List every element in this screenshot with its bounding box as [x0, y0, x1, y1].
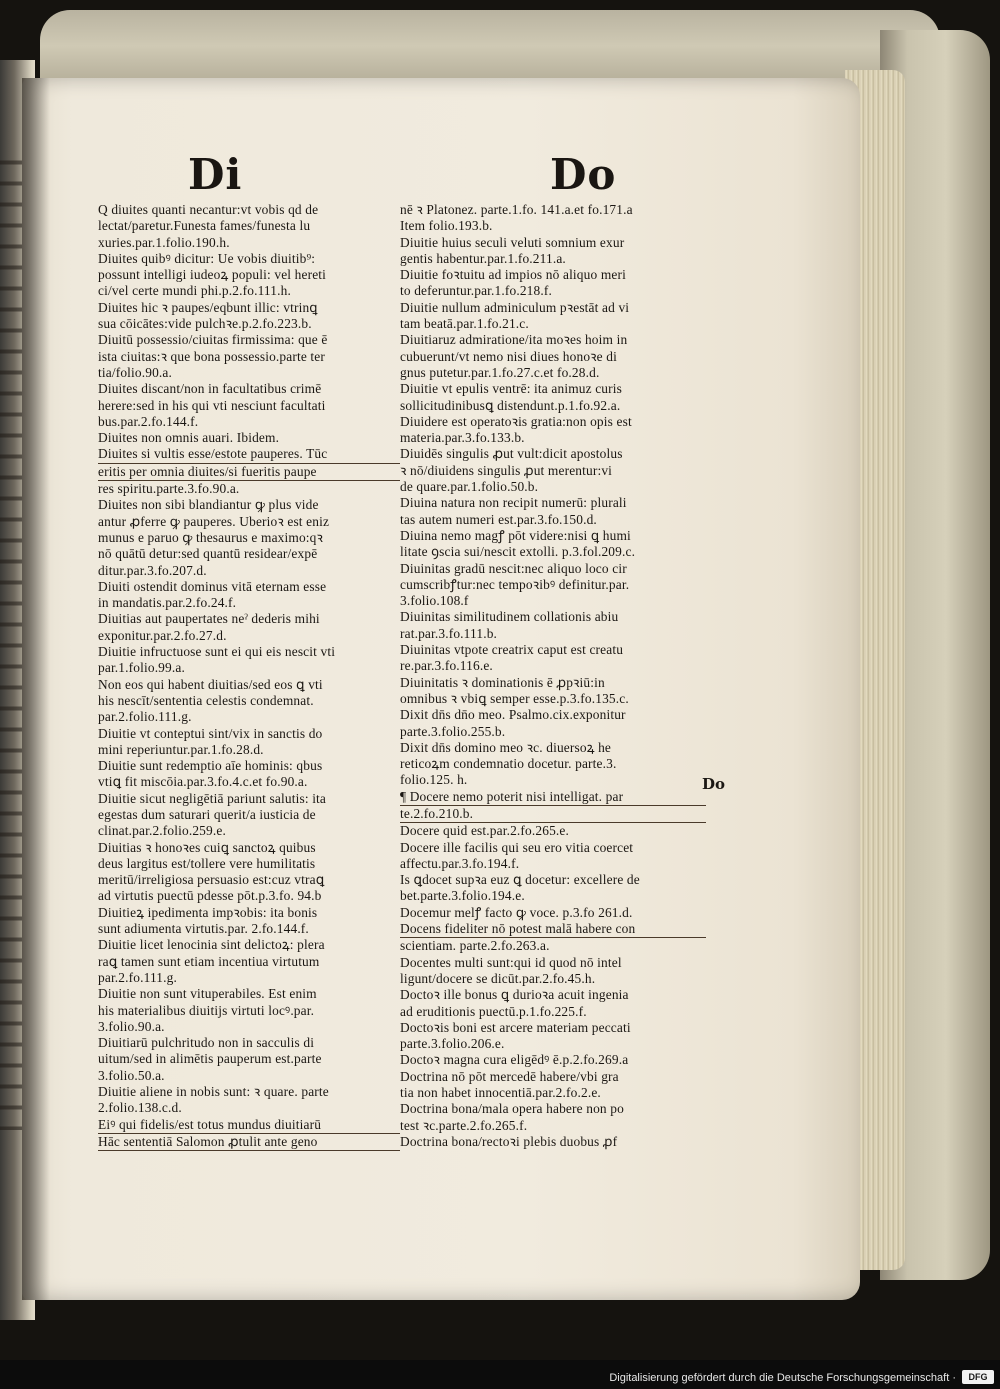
text-line: 3.folio.50.a. [98, 1067, 165, 1083]
text-line: uitum/sed in alimētis pauperum est.parte [98, 1051, 322, 1067]
footer-credit: Digitalisierung gefördert durch die Deutsche Forschungsgemeinschaft · [609, 1372, 956, 1384]
running-head-left: Di [188, 150, 243, 199]
text-line: Diuitū possessio/ciuitas firmissima: que ē [98, 332, 328, 348]
text-line: Diuitiaruz admiratione/ita moꝛes hoim in [400, 332, 628, 348]
text-line: raꝗ tamen sunt etiam incentiua virtutum [98, 953, 320, 969]
text-line: sua cōicātes:vide pulchꝛe.p.2.fo.223.b. [98, 316, 312, 332]
text-line: Diuitias aut paupertates neˀ dederis mihi [98, 611, 320, 627]
text-line: Dixit dn̄s domino meo ꝛc. diuersoꝝ he [400, 739, 612, 755]
text-line: scientiam. parte.2.fo.263.a. [400, 938, 550, 954]
text-line: his nescīt/sententia celestis condemnat. [98, 692, 314, 708]
text-line: Doctrina bona/rectoꝛi plebis duobus ꝓf [400, 1133, 618, 1149]
text-line: Diuitias ꝛ honoꝛes cuiꝗ sanctoꝝ quibus [98, 839, 316, 855]
text-line: Diuites non omnis auari. Ibidem. [98, 430, 280, 446]
text-line: tas autem numeri est.par.3.fo.150.d. [400, 511, 597, 527]
text-line: folio.125. h. [400, 772, 468, 788]
text-line: ligunt/docere se dicūt.par.2.fo.45.h. [400, 970, 596, 986]
text-line: ad eruditionis puectū.p.1.fo.225.f. [400, 1003, 587, 1019]
text-line: Docentes multi sunt:qui id quod nō intel [400, 954, 622, 970]
text-line: Docere ille facilis qui seu ero vitia coercet [400, 839, 634, 855]
text-line: ci/vel certe mundi phi.p.2.fo.111.h. [98, 283, 291, 299]
text-line: 3.folio.108.f [400, 593, 469, 609]
text-line: cumscribꝭtur:nec tempoꝛibꝰ definitur.par. [400, 576, 630, 592]
text-line: Diuitie vt epulis ventrē: ita animuz curis [400, 381, 622, 397]
text-line: Dixit dn̄s dn̄o meo. Psalmo.cix.exponitur [400, 707, 626, 723]
text-line: Non eos qui habent diuitias/sed eos ꝗ vti [98, 676, 323, 692]
text-line: Hāc sententiā Salomon ꝓtulit ante geno [98, 1134, 400, 1151]
text-line: munus e paruo ꝙ thesaurus e maximo:qꝛ [98, 529, 324, 545]
text-line: his materialibus diuitijs virtuti locꝰ.par. [98, 1002, 315, 1018]
text-line: Diuitieꝝ ipedimenta impꝛobis: ita bonis [98, 904, 318, 920]
text-line: Docere quid est.par.2.fo.265.e. [400, 823, 570, 839]
text-line: lectat/paretur.Funesta fames/funesta lu [98, 218, 311, 234]
dfg-logo: DFG [962, 1370, 994, 1384]
text-line: Diuitie huius seculi veluti somnium exur [400, 234, 625, 250]
text-line: Diuites non sibi blandiantur ꝙ plus vide [98, 497, 319, 513]
text-line: Diuitie licet lenocinia sint delictoꝝ: plera [98, 937, 325, 953]
text-line: Eiꝰ qui fidelis/est totus mundus diuitiarū [98, 1117, 400, 1134]
text-line: eritis per omnia diuites/si fueritis paupe [98, 464, 400, 481]
text-line: antur ꝓferre ꝙ pauperes. Uberioꝛ est eniz [98, 513, 330, 529]
text-line: par.1.folio.99.a. [98, 660, 185, 676]
text-line: parte.3.folio.206.e. [400, 1036, 505, 1052]
text-line: par.2.fo.111.g. [98, 969, 177, 985]
text-line: litate ꝯscia sui/nescit extolli. p.3.fol.209.c. [400, 544, 636, 560]
text-line: parte.3.folio.255.b. [400, 723, 506, 739]
text-line: Diuidere est operatoꝛis gratia:non opis est [400, 413, 632, 429]
text-line: egestas dum saturari querit/a iusticia de [98, 806, 316, 822]
text-line: Diuitiarū pulchritudo non in sacculis di [98, 1035, 315, 1051]
text-line: Diuitie vt conteptui sint/vix in sanctis do [98, 725, 323, 741]
text-column-right [400, 202, 706, 1150]
text-line: Diuites discant/non in facultatibus crimē [98, 381, 322, 397]
text-line: sollicitudinibusꝗ distendunt.p.1.fo.92.a. [400, 397, 621, 413]
text-line: Diuitie non sunt vituperabiles. Est enim [98, 986, 317, 1002]
text-line: nē ꝛ Platonez. parte.1.fo. 141.a.et fo.171.a [400, 202, 633, 217]
text-line: Diuina nemo magꝭ pōt videre:nisi ꝗ humi [400, 527, 631, 543]
text-line: Diuitie sunt redemptio aīe hominis: qbus [98, 758, 323, 774]
text-line: mini reperiuntur.par.1.fo.28.d. [98, 741, 264, 757]
text-line: Item folio.193.b. [400, 218, 493, 234]
text-line: possunt intelligi iudeoꝝ populi: vel hereti [98, 267, 327, 283]
page-gutter-shadow [22, 78, 50, 1300]
text-line: Doctrina bona/mala opera habere non po [400, 1101, 624, 1117]
text-line: tam beatā.par.1.fo.21.c. [400, 316, 529, 332]
text-line: Diuinitas gradū nescit:nec aliquo loco cir [400, 560, 627, 576]
text-line: Docemur melꝭ facto ꝙ voce. p.3.fo 261.d. [400, 904, 633, 920]
text-line: Diuina natura non recipit numerū: plurali [400, 495, 627, 511]
text-line: Diuitie aliene in nobis sunt: ꝛ quare. parte [98, 1084, 329, 1100]
text-line: vtiꝗ fit miscōia.par.3.fo.4.c.et fo.90.a. [98, 774, 308, 790]
text-line: Diuitie sicut negligētiā pariunt salutis: ita [98, 790, 327, 806]
text-line: Diuites hic ꝛ paupes/eqbunt illic: vtrinꝗ [98, 299, 318, 315]
text-line: Doctoꝛ ille bonus ꝗ durioꝛa acuit ingenia [400, 987, 629, 1003]
text-line: 3.folio.90.a. [98, 1018, 165, 1034]
text-line: ad virtutis puectū pdesse pōt.p.3.fo. 94.b [98, 888, 322, 904]
text-line: Diuites quibꝰ dicitur: Ue vobis diuitib⁹: [98, 250, 316, 266]
text-line: in mandatis.par.2.fo.24.f. [98, 595, 237, 611]
text-line: Diuiti ostendit dominus vitā eternam esse [98, 578, 327, 594]
text-line: Diuinitas vtpote creatrix caput est creatu [400, 642, 624, 658]
text-line: materia.par.3.fo.133.b. [400, 430, 525, 446]
text-line: omnibus ꝛ vbiꝗ semper esse.p.3.fo.135.c. [400, 690, 629, 706]
text-line: herere:sed in his qui vti nesciunt facultati [98, 397, 326, 413]
text-line: bet.parte.3.folio.194.e. [400, 888, 525, 904]
text-line: Diuinitatis ꝛ dominationis ē ꝓpꝛiū:in [400, 674, 605, 690]
text-column-left [98, 202, 400, 1151]
text-line: Diuinitas similitudinem collationis abiu [400, 609, 619, 625]
text-line: tia/folio.90.a. [98, 364, 173, 380]
text-line: Doctoꝛis boni est arcere materiam peccati [400, 1019, 631, 1035]
text-line: te.2.fo.210.b. [400, 806, 706, 823]
text-line: rat.par.3.fo.111.b. [400, 625, 498, 641]
text-line: Diuitie infructuose sunt ei qui eis nescit vti [98, 644, 336, 660]
text-line: deus largitus est/tollere vere humilitatis [98, 855, 316, 871]
text-line: de quare.par.1.folio.50.b. [400, 479, 539, 495]
text-line: gnus putetur.par.1.fo.27.c.et fo.28.d. [400, 364, 600, 380]
text-line: tia non habet innocentiā.par.2.fo.2.e. [400, 1085, 601, 1101]
margin-note: Do [702, 775, 726, 793]
text-line: Doctoꝛ magna cura eligēdꝰ ē.p.2.fo.269.a [400, 1052, 629, 1068]
text-line: 2.folio.138.c.d. [98, 1100, 182, 1116]
text-line: Diuidēs singulis ꝓut vult:dicit apostolus [400, 446, 623, 462]
text-line: ꝛ nō/diuidens singulis ꝓut merentur:vi [400, 462, 613, 478]
text-line: gentis habentur.par.1.fo.211.a. [400, 250, 566, 266]
text-line: exponitur.par.2.fo.27.d. [98, 627, 227, 643]
text-line: cubuerunt/vt nemo nisi diues honoꝛe di [400, 348, 617, 364]
text-line: sunt adiumenta virtutis.par. 2.fo.144.f. [98, 921, 309, 937]
running-head-right: Do [550, 150, 617, 199]
text-line: affectu.par.3.fo.194.f. [400, 855, 520, 871]
text-line: xuries.par.1.folio.190.h. [98, 234, 230, 250]
text-line: Diuitie foꝛtuitu ad impios nō aliquo meri [400, 267, 626, 283]
text-line: ¶ Docere nemo poterit nisi intelligat. par [400, 789, 706, 806]
text-line: par.2.folio.111.g. [98, 709, 192, 725]
text-line: meritū/irreligiosa persuasio est:cuz vtraꝗ [98, 872, 325, 888]
text-line: Q diuites quanti necantur:vt vobis qd de [98, 202, 319, 217]
text-line: reticoꝝm condemnatio docetur. parte.3. [400, 756, 617, 772]
text-line: Docens fideliter nō potest malā habere con [400, 921, 706, 938]
text-line: Is ꝗdocet supꝛa euz ꝗ docetur: excellere de [400, 872, 640, 888]
text-line: res spiritu.parte.3.fo.90.a. [98, 481, 240, 497]
text-line: Doctrina nō pōt mercedē habere/vbi gra [400, 1068, 619, 1084]
text-line: bus.par.2.fo.144.f. [98, 413, 199, 429]
text-line: ditur.par.3.fo.207.d. [98, 562, 207, 578]
text-line: to deferuntur.par.1.fo.218.f. [400, 283, 552, 299]
text-line: Diuitie nullum adminiculum pꝛestāt ad vi [400, 299, 630, 315]
text-line: ista ciuitas:ꝛ que bona possessio.parte ter [98, 348, 325, 364]
text-line: clinat.par.2.folio.259.e. [98, 823, 226, 839]
text-line: test ꝛc.parte.2.fo.265.f. [400, 1117, 528, 1133]
text-line: Diuites si vultis esse/estote pauperes. Tūc [98, 446, 400, 463]
text-line: nō quātū detur:sed quantū residear/expē [98, 546, 318, 562]
text-line: re.par.3.fo.116.e. [400, 658, 493, 674]
